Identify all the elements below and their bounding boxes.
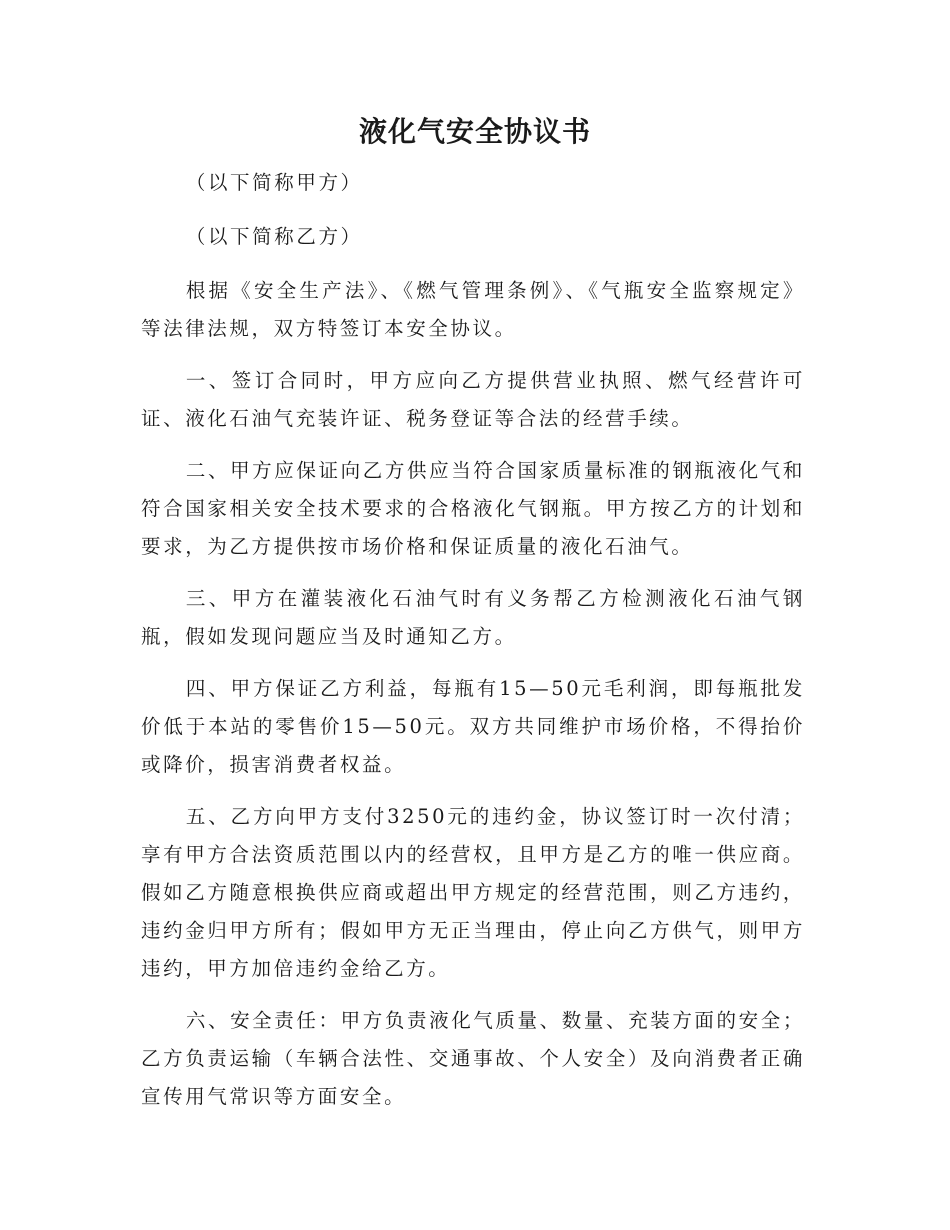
clause-3-paragraph: 三、甲方在灌装液化石油气时有义务帮乙方检测液化石油气钢瓶，假如发现问题应当及时通知乙方。 (141, 587, 805, 648)
party-a-line: （以下简称甲方） (185, 171, 363, 194)
document-body (141, 164, 805, 1130)
party-b-line: （以下简称乙方） (185, 225, 363, 248)
preamble-paragraph: 根据《安全生产法》、《燃气管理条例》、《气瓶安全监察规定》等法律法规，双方特签订本安全协议。 (141, 279, 805, 340)
document-title: 液化气安全协议书 (358, 115, 591, 148)
clause-2-paragraph: 二、甲方应保证向乙方供应当符合国家质量标准的钢瓶液化气和符合国家相关安全技术要求的合格液化气钢瓶。甲方按乙方的计划和要求，为乙方提供按市场价格和保证质量的液化石油气。 (141, 459, 805, 558)
clause-4-paragraph: 四、甲方保证乙方利益，每瓶有15—50元毛利润，即每瓶批发价低于本站的零售价15—50元。双方共同维护市场价格，不得抬价或降价，损害消费者权益。 (141, 677, 805, 776)
clause-1-paragraph: 一、签订合同时，甲方应向乙方提供营业执照、燃气经营许可证、液化石油气充装许证、税务登证等合法的经营手续。 (141, 369, 805, 430)
clause-5-paragraph: 五、乙方向甲方支付3250元的违约金，协议签订时一次付清；享有甲方合法资质范围以内的经营权，且甲方是乙方的唯一供应商。假如乙方随意根换供应商或超出甲方规定的经营范围，则乙方违约，违约金归甲方所有；假如甲方无正当理由，停止向乙方供气，则甲方违约，甲方加倍违约金给乙方。 (141, 805, 805, 980)
clause-6-paragraph: 六、安全责任：甲方负责液化气质量、数量、充装方面的安全；乙方负责运输（车辆合法性、交通事故、个人安全）及向消费者正确宣传用气常识等方面安全。 (141, 1009, 805, 1108)
